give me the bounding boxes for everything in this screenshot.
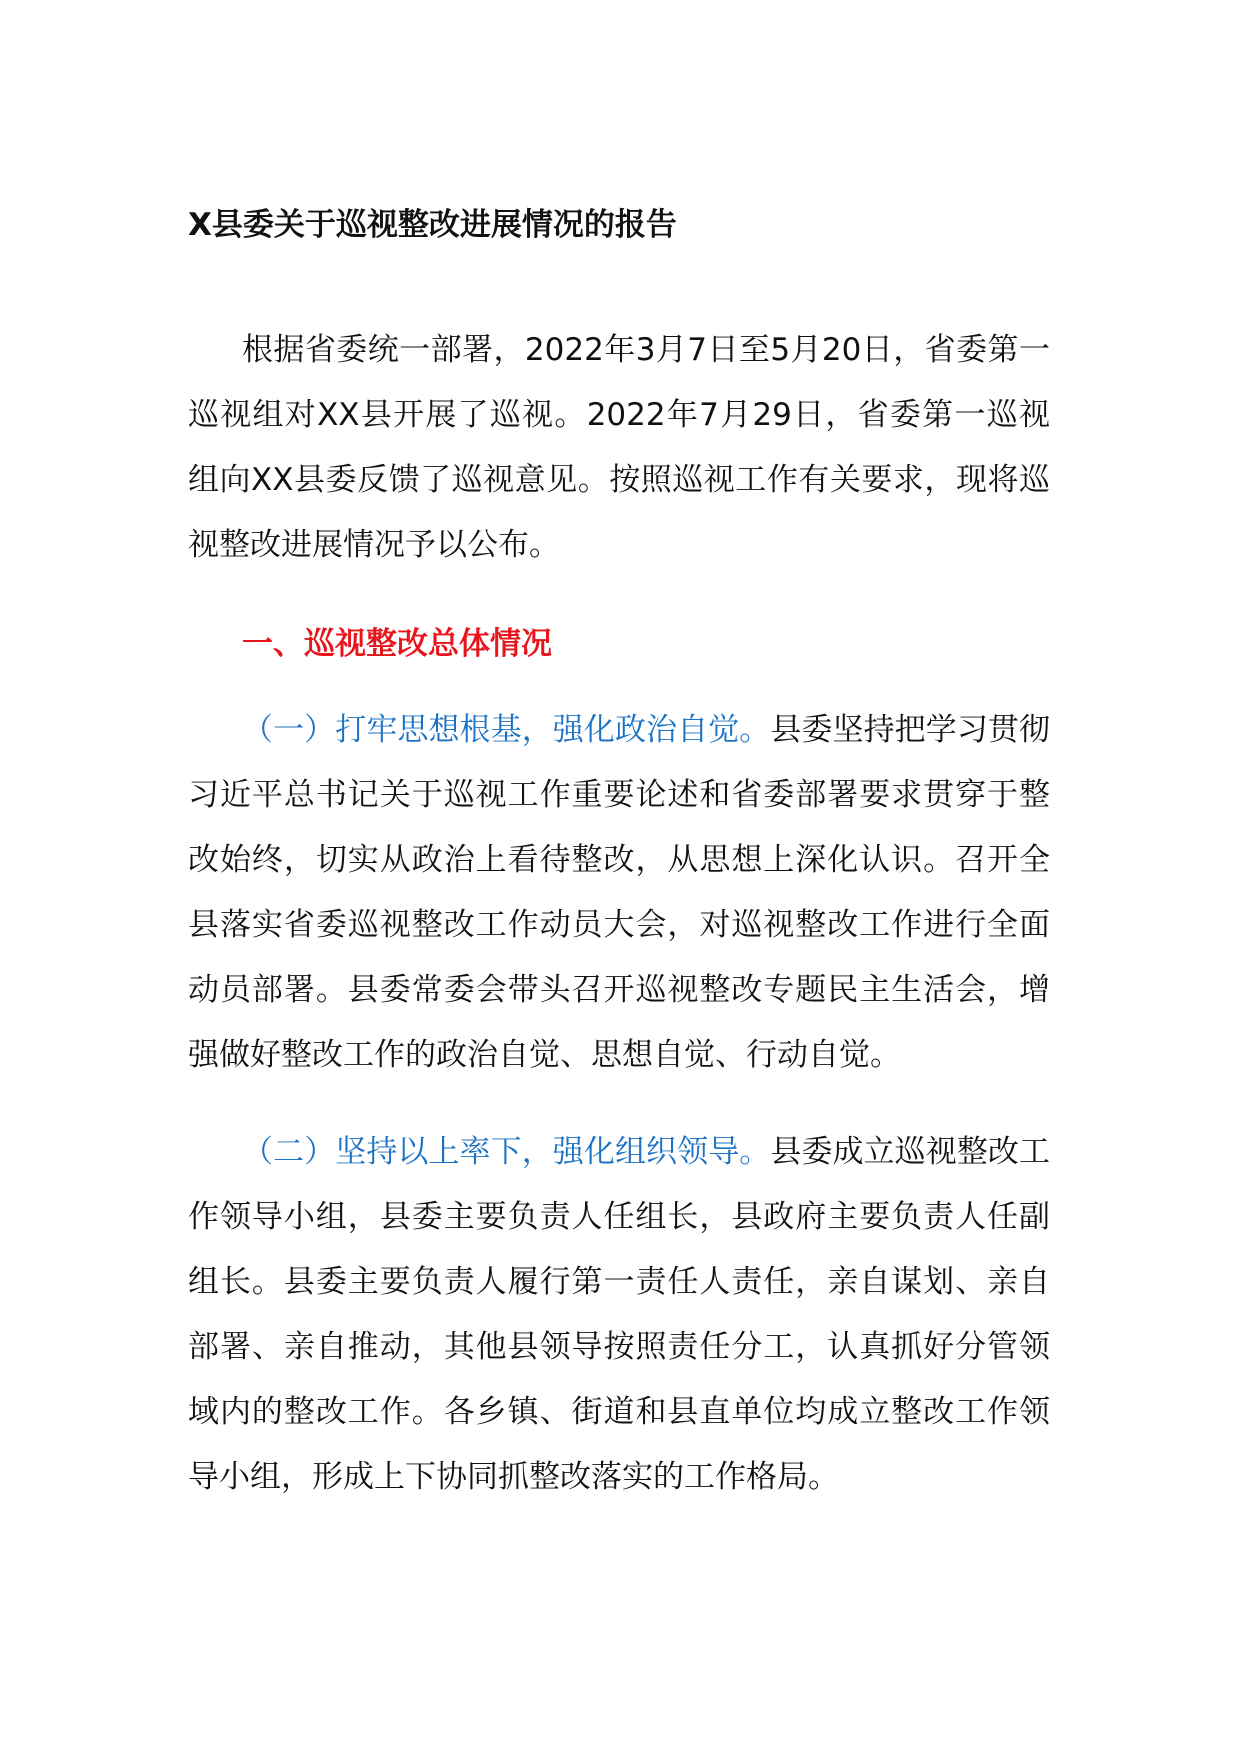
section-heading: 一、巡视整改总体情况 — [242, 626, 552, 662]
item-1-text: 县委坚持把学习贯彻习近平总书记关于巡视工作重要论述和省委部署要求贯穿于整改始终，切实从政治上看待整改，从思想上深化认识。召开全县落实省委巡视整改工作动员大会，对巡视整改工作进行全面动员部署。县委常委会带头召开巡视整改专题民主生活会，增强做好整改工作的政治自觉、思想自觉、行动自觉。 — [188, 712, 1050, 1073]
section-item-1 — [188, 698, 1050, 1088]
item-1-subheading: （一）打牢思想根基，强化政治自觉。 — [242, 712, 771, 748]
item-2-text: 县委成立巡视整改工作领导小组，县委主要负责人任组长，县政府主要负责人任副组长。县委主要负责人履行第一责任人责任，亲自谋划、亲自部署、亲自推动，其他县领导按照责任分工，认真抓好分管领域内的整改工作。各乡镇、街道和县直单位均成立整改工作领导小组，形成上下协同抓整改落实的工作格局。 — [188, 1134, 1050, 1495]
document-title: X县委关于巡视整改进展情况的报告 — [188, 207, 677, 243]
section-item-2 — [188, 1120, 1050, 1510]
intro-paragraph: 根据省委统一部署，2022年3月7日至5月20日，省委第一巡视组对XX县开展了巡视。2022年7月29日，省委第一巡视组向XX县委反馈了巡视意见。按照巡视工作有关要求，现将巡视整改进展情况予以公布。 — [188, 332, 1050, 563]
item-2-subheading: （二）坚持以上率下，强化组织领导。 — [242, 1134, 771, 1170]
